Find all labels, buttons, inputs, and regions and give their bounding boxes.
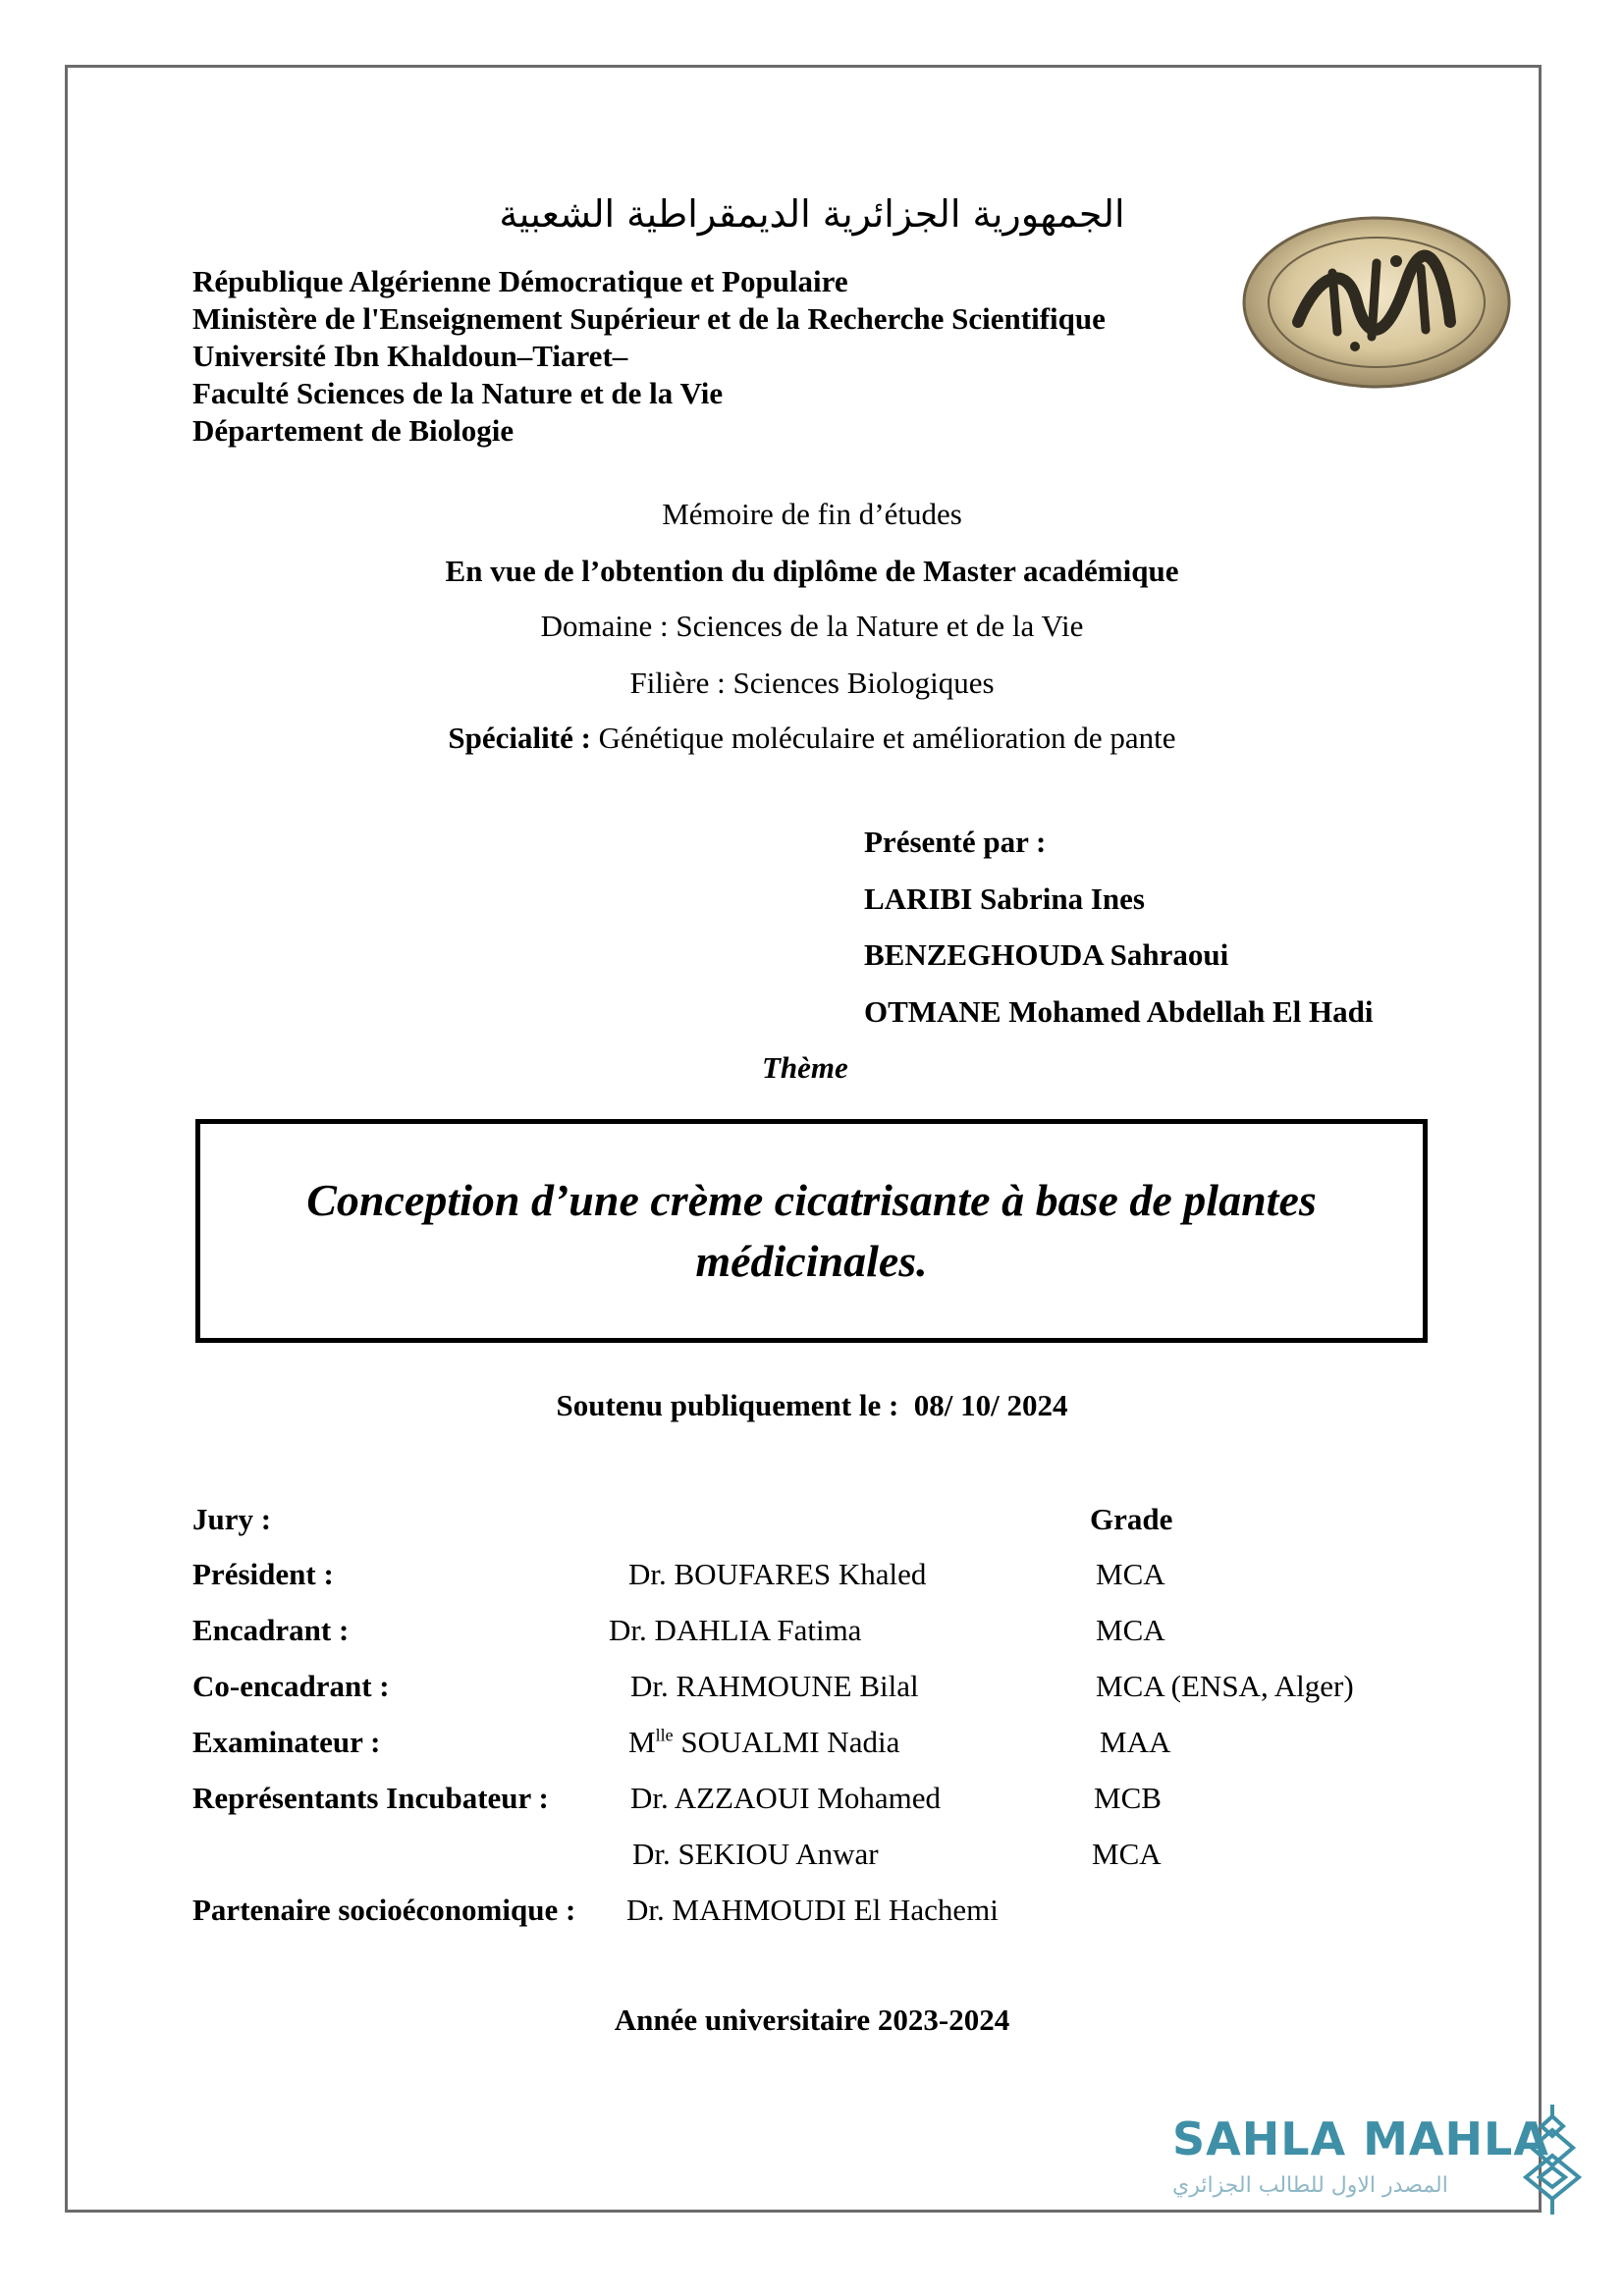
- jury-grade: MCB: [1094, 1781, 1162, 1815]
- jury-grade: MCA: [1096, 1613, 1165, 1647]
- defense-date-line: [0, 1388, 1624, 1423]
- header-line-republic: République Algérienne Démocratique et Populaire: [192, 264, 848, 298]
- domaine-line: Domaine : Sciences de la Nature et de la Vie: [540, 609, 1084, 643]
- diploma-purpose: En vue de l’obtention du diplôme de Master académique: [445, 554, 1179, 588]
- filiere-line: Filière : Sciences Biologiques: [629, 666, 995, 700]
- sahla-mahla-watermark: [1159, 2101, 1591, 2218]
- jury-grade: MCA (ENSA, Alger): [1096, 1669, 1354, 1703]
- academic-year: Année universitaire 2023-2024: [614, 2002, 1010, 2037]
- arabic-republic-name: الجمهورية الجزائرية الديمقراطية الشعبية: [499, 192, 1125, 236]
- jury-role: Président :: [192, 1557, 334, 1591]
- jury-grade: MCA: [1096, 1557, 1165, 1591]
- watermark-subtitle: المصدر الاول للطالب الجزائري: [1172, 2173, 1448, 2198]
- author-name: OTMANE Mohamed Abdellah El Hadi: [864, 994, 1374, 1029]
- theme-title: Conception d’une crème cicatrisante à base de plantes médicinales.: [306, 1175, 1317, 1286]
- jury-role: Examinateur :: [192, 1725, 381, 1759]
- theme-title-box: [195, 1119, 1428, 1343]
- jury-member-name: Dr. RAHMOUNE Bilal: [630, 1669, 919, 1703]
- jury-member-name: $M^{lle}$ SOUALMI Nadia: [628, 1725, 900, 1759]
- theme-label: Thème: [762, 1050, 848, 1085]
- defense-label: Soutenu publiquement le :: [556, 1388, 899, 1422]
- header-line-university: Université Ibn Khaldoun–Tiaret–: [192, 339, 628, 373]
- jury-member-name: Dr. BOUFARES Khaled: [628, 1557, 927, 1591]
- jury-role: Partenaire socioéconomique :: [192, 1893, 576, 1927]
- university-seal-icon: [1239, 214, 1514, 391]
- presented-by-label: Présenté par :: [864, 825, 1047, 859]
- defense-date: 08/ 10/ 2024: [913, 1388, 1068, 1422]
- author-name: BENZEGHOUDA Sahraoui: [864, 937, 1229, 972]
- jury-member-name: Dr. SEKIOU Anwar: [632, 1837, 879, 1871]
- header-line-department: Département de Biologie: [192, 413, 514, 448]
- jury-role: Encadrant :: [192, 1613, 350, 1647]
- jury-grade: MAA: [1100, 1725, 1171, 1759]
- watermark-title: SAHLA MAHLA: [1172, 2112, 1549, 2165]
- sahla-mahla-logo-icon: [1522, 2101, 1583, 2218]
- jury-grade: MCA: [1092, 1837, 1162, 1871]
- jury-role: Co-encadrant :: [192, 1669, 390, 1703]
- grade-header: Grade: [1090, 1502, 1173, 1536]
- jury-member-name: Dr. MAHMOUDI El Hachemi: [626, 1893, 999, 1927]
- specialite-label: Spécialité :: [448, 721, 591, 755]
- jury-role: Représentants Incubateur :: [192, 1781, 549, 1815]
- jury-member-name: Dr. AZZAOUI Mohamed: [630, 1781, 941, 1815]
- jury-member-name: Dr. DAHLIA Fatima: [609, 1613, 862, 1647]
- author-name: LARIBI Sabrina Ines: [864, 881, 1145, 916]
- memoire-label: Mémoire de fin d’études: [662, 497, 962, 531]
- header-line-faculty: Faculté Sciences de la Nature et de la Vie: [192, 376, 724, 410]
- specialite-value: Génétique moléculaire et amélioration de pante: [590, 721, 1176, 755]
- header-line-ministry: Ministère de l'Enseignement Supérieur et de la Recherche Scientifique: [192, 301, 1106, 336]
- specialite-line: [0, 721, 1624, 756]
- jury-label: Jury :: [192, 1502, 272, 1536]
